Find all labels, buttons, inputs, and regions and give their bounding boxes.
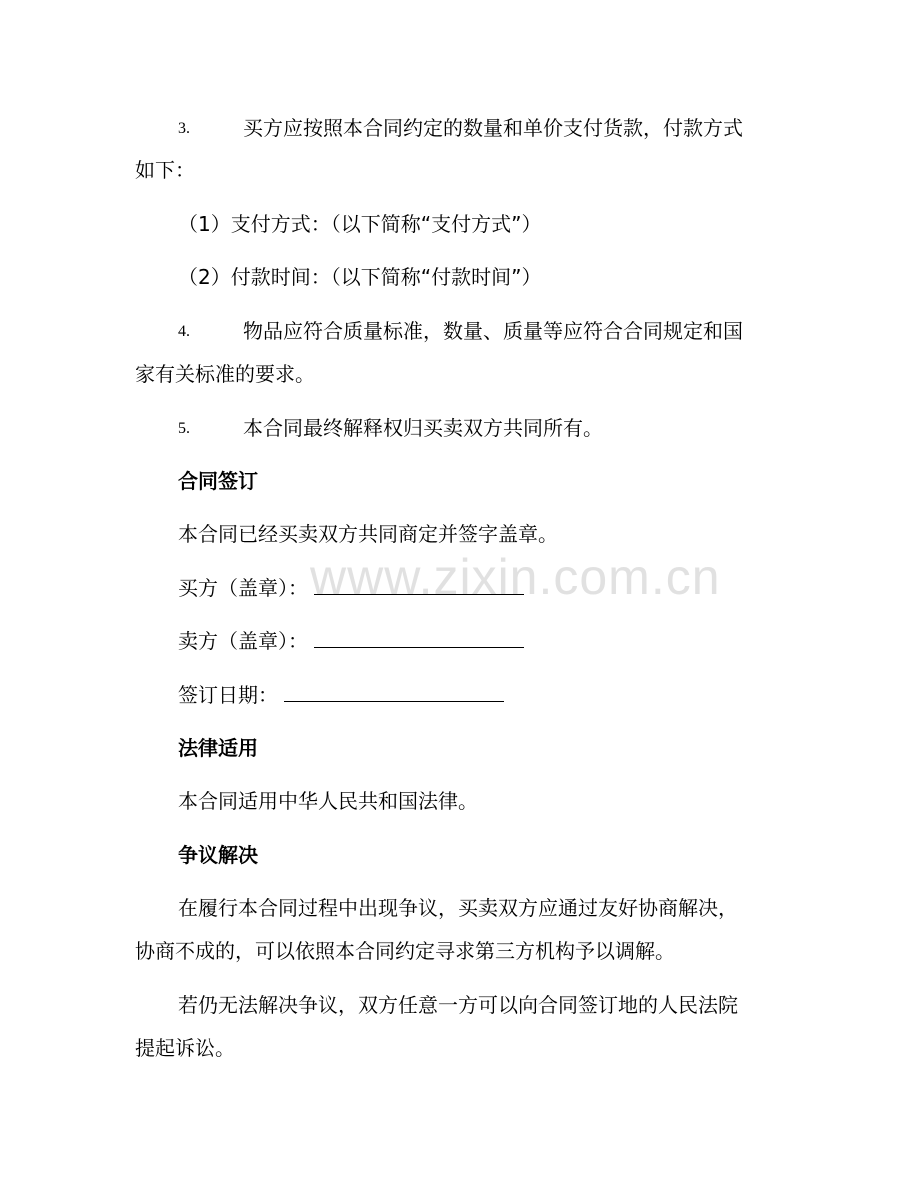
- signing-date-field[interactable]: [284, 683, 504, 702]
- dispute-heading: 争议解决: [178, 843, 258, 867]
- dispute-p1-line1: 在履行本合同过程中出现争议，买卖双方应通过友好协商解决，: [178, 896, 738, 920]
- item-5-text: 本合同最终解释权归买卖双方共同所有。: [243, 416, 603, 440]
- item-3-number: 3.: [178, 120, 190, 137]
- payment-time-line: （2）付款时间：（以下简称“付款时间”）: [178, 265, 542, 289]
- item-3-text-line1: 买方应按照本合同约定的数量和单价支付货款，付款方式: [243, 116, 743, 140]
- dispute-p1-line2: 协商不成的，可以依照本合同约定寻求第三方机构予以调解。: [135, 939, 675, 963]
- item-5-number: 5.: [178, 420, 190, 437]
- buyer-label: 买方（盖章）：: [178, 576, 308, 600]
- seller-signature-field[interactable]: [314, 629, 524, 648]
- item-4-text-line1: 物品应符合质量标准，数量、质量等应符合合同规定和国: [243, 319, 743, 343]
- item-4-text-line2: 家有关标准的要求。: [135, 362, 315, 386]
- buyer-signature-row: [178, 576, 524, 600]
- signing-date-row: [178, 683, 504, 707]
- seller-label: 卖方（盖章）：: [178, 629, 308, 653]
- seller-signature-row: [178, 629, 524, 653]
- item-3-text-line2: 如下：: [135, 158, 195, 182]
- law-heading: 法律适用: [178, 736, 258, 760]
- dispute-p2-line2: 提起诉讼。: [135, 1036, 235, 1060]
- payment-method-line: （1）支付方式：（以下简称“支付方式”）: [178, 212, 542, 236]
- dispute-p2-line1: 若仍无法解决争议，双方任意一方可以向合同签订地的人民法院: [178, 993, 738, 1017]
- date-label: 签订日期：: [178, 683, 278, 707]
- watermark: www.zixin.com.cn: [310, 549, 721, 605]
- law-text: 本合同适用中华人民共和国法律。: [178, 789, 478, 813]
- buyer-signature-field[interactable]: [314, 576, 524, 595]
- item-4-number: 4.: [178, 323, 190, 340]
- signing-text: 本合同已经买卖双方共同商定并签字盖章。: [178, 522, 558, 546]
- signing-heading: 合同签订: [178, 469, 258, 493]
